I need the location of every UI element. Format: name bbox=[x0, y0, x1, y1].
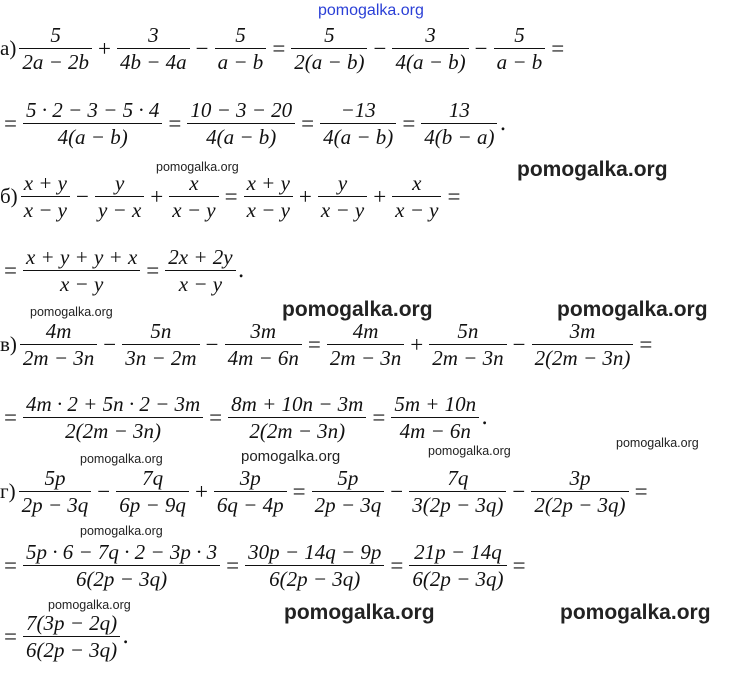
operator: = bbox=[4, 624, 17, 650]
fraction-denominator: 2a − 2b bbox=[22, 50, 89, 75]
fraction-numerator: 3 bbox=[148, 23, 159, 47]
fraction bbox=[429, 318, 506, 371]
fraction-denominator: 6(2p − 3q) bbox=[412, 567, 504, 592]
fraction-denominator: 4m − 6n bbox=[227, 346, 299, 371]
fraction-denominator: 4(a − b) bbox=[206, 125, 277, 150]
period-mark: . bbox=[237, 257, 245, 283]
fraction-denominator: 4b − 4a bbox=[119, 50, 187, 75]
fraction bbox=[244, 170, 293, 223]
fraction bbox=[19, 22, 92, 75]
fraction bbox=[421, 97, 497, 150]
fraction bbox=[21, 170, 70, 223]
fraction-numerator: 5p bbox=[44, 466, 66, 490]
watermark-text: pomogalka.org bbox=[80, 524, 163, 538]
fraction bbox=[225, 318, 302, 371]
fraction-denominator: x − y bbox=[320, 198, 365, 223]
fraction bbox=[312, 465, 385, 518]
watermark-text: pomogalka.org bbox=[48, 598, 131, 612]
fraction-numerator: 13 bbox=[448, 98, 470, 122]
fraction bbox=[409, 465, 506, 518]
fraction-denominator: 3n − 2m bbox=[125, 346, 197, 371]
fraction-denominator: 4(b − a) bbox=[424, 125, 495, 150]
fraction-denominator: x − y bbox=[59, 272, 104, 297]
fraction-numerator: 5 bbox=[324, 23, 335, 47]
fraction-denominator: 2(a − b) bbox=[294, 50, 365, 75]
operator: − bbox=[390, 479, 404, 505]
operator: − bbox=[76, 184, 89, 210]
fraction bbox=[392, 170, 441, 223]
watermark-text: pomogalka.org bbox=[560, 601, 711, 624]
fraction-numerator: y bbox=[337, 171, 348, 195]
operator: + bbox=[373, 184, 387, 210]
fraction bbox=[245, 539, 384, 592]
operator: + bbox=[298, 184, 312, 210]
fraction-denominator: 2p − 3q bbox=[314, 493, 382, 518]
operator: = bbox=[292, 479, 306, 505]
operator: = bbox=[402, 111, 416, 137]
operator: = bbox=[512, 553, 526, 579]
fraction bbox=[215, 22, 267, 75]
fraction-denominator: 2(2m − 3n) bbox=[534, 346, 631, 371]
fraction-denominator: 6(2p − 3q) bbox=[25, 638, 118, 663]
fraction bbox=[320, 97, 396, 150]
operator: + bbox=[98, 36, 111, 62]
period-mark: . bbox=[481, 404, 489, 430]
fraction-numerator: x bbox=[189, 171, 199, 195]
fraction-denominator: y − x bbox=[97, 198, 142, 223]
operator: = bbox=[224, 184, 238, 210]
operator: − bbox=[512, 479, 526, 505]
equation-line-b1 bbox=[0, 170, 464, 223]
fraction-numerator: 5 bbox=[514, 23, 525, 47]
fraction bbox=[19, 465, 92, 518]
fraction-numerator: −13 bbox=[340, 98, 376, 122]
fraction bbox=[494, 22, 546, 75]
equation-line-b2 bbox=[0, 244, 245, 297]
operator: − bbox=[97, 479, 111, 505]
fraction bbox=[23, 539, 220, 592]
fraction-numerator: 7q bbox=[447, 466, 469, 490]
fraction-denominator: 6(2p − 3q) bbox=[75, 567, 168, 592]
fraction-denominator: 2(2m − 3n) bbox=[65, 419, 161, 444]
fraction-numerator: 10 − 3 − 20 bbox=[190, 98, 293, 122]
fraction-numerator: y bbox=[114, 171, 125, 195]
fraction-numerator: x bbox=[412, 171, 422, 195]
fraction-numerator: 30p − 14q − 9p bbox=[248, 540, 382, 564]
fraction-numerator: 5n bbox=[457, 319, 479, 343]
fraction bbox=[228, 391, 366, 444]
fraction-numerator: 4m bbox=[45, 319, 72, 343]
watermark-text: pomogalka.org bbox=[284, 601, 435, 624]
fraction-numerator: 5p · 6 − 7q · 2 − 3p · 3 bbox=[25, 540, 218, 564]
watermark-text: pomogalka.org bbox=[616, 436, 699, 450]
fraction-denominator: 3(2p − 3q) bbox=[412, 493, 504, 518]
fraction-denominator: 4(a − b) bbox=[323, 125, 394, 150]
fraction-numerator: 3m bbox=[250, 319, 277, 343]
fraction-denominator: x − y bbox=[178, 272, 223, 297]
fraction-numerator: x + y + y + x bbox=[25, 245, 138, 269]
fraction-numerator: x + y bbox=[246, 171, 290, 195]
operator: − bbox=[373, 36, 387, 62]
operator: = bbox=[4, 553, 17, 579]
fraction bbox=[23, 97, 162, 150]
fraction-denominator: 6(2p − 3q) bbox=[269, 567, 361, 592]
fraction bbox=[187, 97, 295, 150]
fraction-denominator: 6p − 9q bbox=[119, 493, 186, 518]
part-label: г) bbox=[0, 479, 16, 504]
equation-line-g3 bbox=[0, 610, 129, 663]
fraction bbox=[532, 318, 634, 371]
fraction bbox=[20, 318, 97, 371]
fraction-denominator: x − y bbox=[395, 198, 439, 223]
watermark-text: pomogalka.org bbox=[282, 298, 433, 321]
fraction bbox=[291, 22, 367, 75]
fraction-denominator: x − y bbox=[23, 198, 67, 223]
fraction-numerator: 5 bbox=[50, 23, 61, 47]
fraction-numerator: 5p bbox=[337, 466, 359, 490]
fraction bbox=[327, 318, 404, 371]
fraction bbox=[95, 170, 144, 223]
fraction-denominator: 4(a − b) bbox=[395, 50, 466, 75]
fraction-denominator: a − b bbox=[217, 50, 264, 75]
fraction-numerator: 3p bbox=[239, 466, 261, 490]
fraction-numerator: 5 bbox=[235, 23, 246, 47]
operator: = bbox=[372, 405, 386, 431]
operator: = bbox=[634, 479, 648, 505]
fraction-numerator: 5m + 10n bbox=[394, 392, 477, 416]
fraction-denominator: 2m − 3n bbox=[22, 346, 95, 371]
fraction-numerator: 7q bbox=[142, 466, 164, 490]
fraction bbox=[165, 244, 235, 297]
fraction bbox=[391, 391, 479, 444]
fraction bbox=[116, 465, 189, 518]
operator: − bbox=[205, 332, 219, 358]
fraction bbox=[117, 22, 190, 75]
fraction bbox=[214, 465, 287, 518]
operator: − bbox=[512, 332, 526, 358]
fraction-numerator: x + y bbox=[23, 171, 67, 195]
fraction bbox=[23, 391, 203, 444]
operator: = bbox=[168, 111, 182, 137]
operator: + bbox=[150, 184, 164, 210]
period-mark: . bbox=[122, 623, 130, 649]
fraction-numerator: 4m · 2 + 5n · 2 − 3m bbox=[25, 392, 201, 416]
equation-line-g1 bbox=[0, 465, 652, 518]
operator: − bbox=[195, 36, 209, 62]
fraction-numerator: 7(3p − 2q) bbox=[25, 611, 118, 635]
operator: = bbox=[4, 405, 17, 431]
fraction bbox=[23, 244, 140, 297]
fraction-denominator: x − y bbox=[172, 198, 216, 223]
operator: − bbox=[474, 36, 488, 62]
fraction bbox=[169, 170, 218, 223]
fraction-numerator: 3 bbox=[425, 23, 436, 47]
fraction-numerator: 4m bbox=[352, 319, 379, 343]
fraction-denominator: 2(2m − 3n) bbox=[249, 419, 346, 444]
fraction-numerator: 8m + 10n − 3m bbox=[231, 392, 364, 416]
operator: = bbox=[209, 405, 223, 431]
fraction-denominator: x − y bbox=[246, 198, 290, 223]
part-label: в) bbox=[0, 332, 17, 357]
watermark-text: pomogalka.org bbox=[241, 448, 341, 465]
fraction bbox=[318, 170, 367, 223]
fraction-denominator: 6q − 4p bbox=[216, 493, 284, 518]
operator: − bbox=[103, 332, 117, 358]
fraction bbox=[122, 318, 199, 371]
period-mark: . bbox=[499, 110, 507, 136]
fraction bbox=[392, 22, 468, 75]
operator: = bbox=[146, 258, 160, 284]
operator: = bbox=[301, 111, 315, 137]
fraction-numerator: 5n bbox=[150, 319, 172, 343]
fraction-numerator: 5 · 2 − 3 − 5 · 4 bbox=[25, 98, 160, 122]
fraction-denominator: 2m − 3n bbox=[432, 346, 504, 371]
watermark-text: pomogalka.org bbox=[557, 298, 708, 321]
fraction-numerator: 2x + 2y bbox=[168, 245, 233, 269]
fraction-denominator: 4m − 6n bbox=[399, 419, 471, 444]
watermark-text: pomogalka.org bbox=[428, 444, 511, 458]
fraction-denominator: a − b bbox=[496, 50, 543, 75]
equation-line-a2 bbox=[0, 97, 506, 150]
fraction-numerator: 3p bbox=[569, 466, 591, 490]
fraction-denominator: 4(a − b) bbox=[57, 125, 128, 150]
part-label: а) bbox=[0, 36, 17, 61]
fraction-denominator: 2m − 3n bbox=[329, 346, 402, 371]
equation-line-v2 bbox=[0, 391, 488, 444]
operator: = bbox=[272, 36, 286, 62]
fraction-numerator: 3m bbox=[569, 319, 596, 343]
operator: = bbox=[4, 258, 17, 284]
operator: + bbox=[194, 479, 208, 505]
operator: = bbox=[390, 553, 404, 579]
operator: = bbox=[307, 332, 321, 358]
operator: = bbox=[639, 332, 653, 358]
fraction bbox=[23, 610, 120, 663]
watermark-text: pomogalka.org bbox=[80, 452, 163, 466]
fraction bbox=[409, 539, 506, 592]
watermark-text: pomogalka.org bbox=[517, 158, 668, 181]
equation-line-v1 bbox=[0, 318, 656, 371]
watermark-text: pomogalka.org bbox=[156, 160, 239, 174]
part-label: б) bbox=[0, 184, 18, 209]
fraction bbox=[531, 465, 628, 518]
watermark-text: pomogalka.org bbox=[30, 305, 113, 319]
operator: = bbox=[226, 553, 240, 579]
operator: = bbox=[447, 184, 461, 210]
operator: = bbox=[4, 111, 17, 137]
equation-line-g2 bbox=[0, 539, 530, 592]
operator: = bbox=[551, 36, 565, 62]
operator: + bbox=[410, 332, 424, 358]
fraction-denominator: 2(2p − 3q) bbox=[534, 493, 626, 518]
fraction-numerator: 21p − 14q bbox=[414, 540, 502, 564]
fraction-denominator: 2p − 3q bbox=[21, 493, 89, 518]
equation-line-a1 bbox=[0, 22, 568, 75]
watermark-text: pomogalka.org bbox=[318, 2, 424, 19]
